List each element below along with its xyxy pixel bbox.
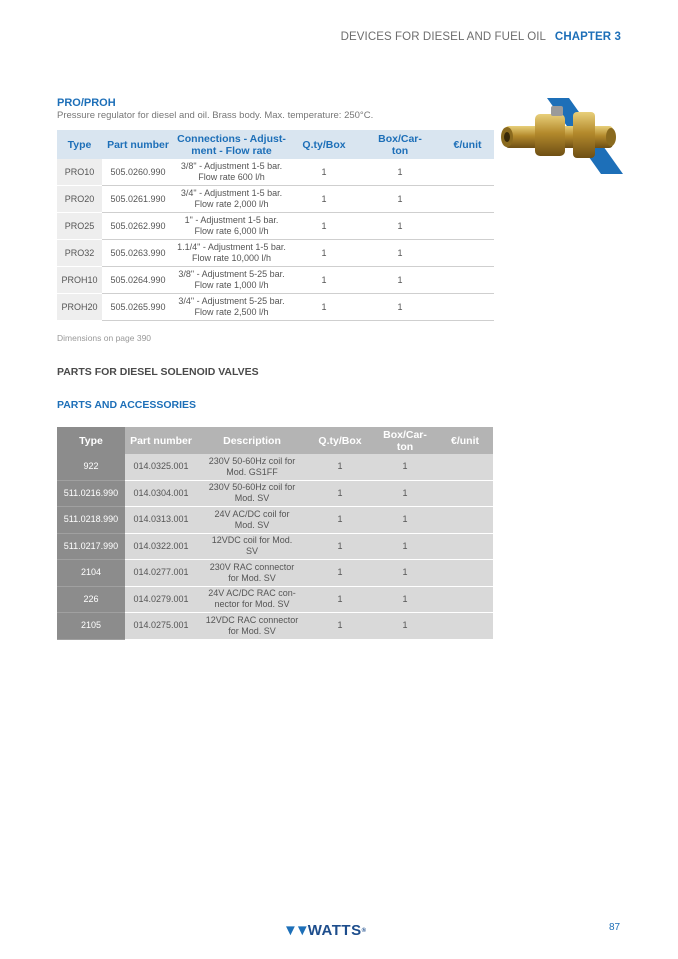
flow-rate-line: Flow rate 1,000 l/h bbox=[194, 280, 269, 290]
cell-box-carton: 1 bbox=[359, 159, 441, 186]
table-row bbox=[57, 294, 494, 321]
cell-euro-unit bbox=[437, 533, 493, 560]
cell-connections bbox=[174, 186, 289, 213]
table-row bbox=[57, 480, 493, 507]
table-header-row bbox=[57, 427, 493, 454]
cell-part-number: 014.0313.001 bbox=[125, 507, 197, 534]
cell-box-carton: 1 bbox=[373, 454, 437, 480]
cell-type: 922 bbox=[57, 454, 125, 480]
col-header-euro-unit: €/unit bbox=[441, 130, 494, 159]
cell-connections bbox=[174, 159, 289, 186]
cell-box-carton: 1 bbox=[359, 186, 441, 213]
cell-description bbox=[197, 586, 307, 613]
dimensions-note: Dimensions on page 390 bbox=[57, 333, 152, 343]
connections-line: 1.1/4" - Adjustment 1-5 bar. bbox=[177, 242, 286, 252]
table-row bbox=[57, 159, 494, 186]
cell-description bbox=[197, 454, 307, 480]
cell-type: 511.0217.990 bbox=[57, 533, 125, 560]
parts-accessories-table bbox=[57, 427, 493, 640]
description-line: 230V 50-60Hz coil for bbox=[208, 455, 296, 466]
cell-box-carton: 1 bbox=[373, 586, 437, 613]
cell-connections bbox=[174, 294, 289, 321]
product-subtitle: Pressure regulator for diesel and oil. Brass body. Max. temperature: 250°C. bbox=[57, 110, 374, 121]
pressure-regulator-image bbox=[495, 98, 623, 174]
col-header-qty-box: Q.ty/Box bbox=[289, 130, 359, 159]
connections-line: 3/4" - Adjustment 5-25 bar. bbox=[178, 296, 285, 306]
cell-description bbox=[197, 613, 307, 640]
cell-part-number: 505.0265.990 bbox=[102, 294, 174, 321]
flow-rate-line: Flow rate 2,000 l/h bbox=[194, 199, 269, 209]
watts-logo bbox=[283, 922, 367, 939]
cell-part-number: 014.0304.001 bbox=[125, 480, 197, 507]
cell-qty-box: 1 bbox=[307, 613, 373, 640]
table-row bbox=[57, 213, 494, 240]
cell-part-number: 014.0279.001 bbox=[125, 586, 197, 613]
cell-euro-unit bbox=[441, 159, 494, 186]
cell-part-number: 014.0325.001 bbox=[125, 454, 197, 480]
cell-type: PRO20 bbox=[57, 186, 102, 213]
cell-type: PRO10 bbox=[57, 159, 102, 186]
col-header-box-carton: Box/Car- ton bbox=[359, 130, 441, 159]
col-header-box-carton: Box/Car- ton bbox=[373, 427, 437, 454]
col-header-euro-unit: €/unit bbox=[437, 427, 493, 454]
cell-qty-box: 1 bbox=[289, 186, 359, 213]
connections-line: 3/4" - Adjustment 1-5 bar. bbox=[180, 188, 283, 198]
cell-part-number: 505.0260.990 bbox=[102, 159, 174, 186]
cell-type: PRO32 bbox=[57, 240, 102, 267]
table-row bbox=[57, 454, 493, 480]
cell-connections bbox=[174, 267, 289, 294]
cell-euro-unit bbox=[437, 613, 493, 640]
cell-type: 511.0216.990 bbox=[57, 480, 125, 507]
flow-rate-line: Flow rate 600 l/h bbox=[198, 172, 265, 182]
cell-box-carton: 1 bbox=[373, 480, 437, 507]
pro-proh-table bbox=[57, 130, 494, 321]
cell-euro-unit bbox=[441, 294, 494, 321]
cell-qty-box: 1 bbox=[307, 454, 373, 480]
description-line: Mod. SV bbox=[234, 519, 270, 530]
description-line: Mod. SV bbox=[234, 493, 270, 504]
description-line: 12VDC RAC connector bbox=[205, 614, 299, 625]
cell-qty-box: 1 bbox=[289, 267, 359, 294]
cell-type: PROH20 bbox=[57, 294, 102, 321]
col-header-connections: Connections - Adjust- ment - Flow rate bbox=[174, 130, 289, 159]
description-line: for Mod. SV bbox=[228, 625, 276, 636]
col-header-type: Type bbox=[57, 130, 102, 159]
cell-qty-box: 1 bbox=[289, 213, 359, 240]
cell-part-number: 014.0275.001 bbox=[125, 613, 197, 640]
cell-euro-unit bbox=[437, 480, 493, 507]
col-header-description: Description bbox=[197, 427, 307, 454]
col-header-part-number: Part number bbox=[102, 130, 174, 159]
cell-qty-box: 1 bbox=[307, 560, 373, 587]
cell-connections bbox=[174, 213, 289, 240]
cell-part-number: 505.0263.990 bbox=[102, 240, 174, 267]
registered-icon: ® bbox=[361, 927, 367, 934]
table-row bbox=[57, 586, 493, 613]
table-row bbox=[57, 560, 493, 587]
cell-part-number: 505.0262.990 bbox=[102, 213, 174, 240]
page-number: 87 bbox=[609, 922, 621, 933]
cell-type: PROH10 bbox=[57, 267, 102, 294]
cell-box-carton: 1 bbox=[359, 267, 441, 294]
cell-box-carton: 1 bbox=[359, 294, 441, 321]
description-line: Mod. GS1FF bbox=[226, 466, 278, 477]
connections-line: 1" - Adjustment 1-5 bar. bbox=[184, 215, 279, 225]
cell-box-carton: 1 bbox=[359, 240, 441, 267]
watts-w-icon: ▼▼ bbox=[283, 922, 307, 939]
cell-euro-unit bbox=[437, 454, 493, 480]
table-row bbox=[57, 240, 494, 267]
cell-box-carton: 1 bbox=[373, 533, 437, 560]
table-row bbox=[57, 186, 494, 213]
chapter-label: CHAPTER 3 bbox=[554, 31, 621, 43]
parts-heading: PARTS FOR DIESEL SOLENOID VALVES bbox=[57, 366, 259, 378]
cell-part-number: 505.0264.990 bbox=[102, 267, 174, 294]
cell-description bbox=[197, 480, 307, 507]
cell-euro-unit bbox=[437, 586, 493, 613]
cell-box-carton: 1 bbox=[373, 613, 437, 640]
cell-box-carton: 1 bbox=[373, 560, 437, 587]
cell-type: 2105 bbox=[57, 613, 125, 640]
cell-part-number: 014.0322.001 bbox=[125, 533, 197, 560]
table-row bbox=[57, 267, 494, 294]
flow-rate-line: Flow rate 2,500 l/h bbox=[194, 307, 269, 317]
table-row bbox=[57, 613, 493, 640]
cell-euro-unit bbox=[441, 186, 494, 213]
description-line: 230V RAC connector bbox=[209, 561, 295, 572]
cell-qty-box: 1 bbox=[307, 533, 373, 560]
cell-description bbox=[197, 507, 307, 534]
table-header-row bbox=[57, 130, 494, 159]
col-header-qty-box: Q.ty/Box bbox=[307, 427, 373, 454]
description-line: for Mod. SV bbox=[228, 572, 276, 583]
cell-qty-box: 1 bbox=[289, 240, 359, 267]
cell-qty-box: 1 bbox=[307, 480, 373, 507]
parts-subheading: PARTS AND ACCESSORIES bbox=[57, 399, 197, 411]
cell-type: PRO25 bbox=[57, 213, 102, 240]
description-line: 24V AC/DC coil for bbox=[214, 508, 290, 519]
description-line: 230V 50-60Hz coil for bbox=[208, 482, 296, 493]
connections-line: 3/8" - Adjustment 5-25 bar. bbox=[178, 269, 285, 279]
description-line: SV bbox=[245, 546, 258, 557]
table-row bbox=[57, 507, 493, 534]
description-line: nector for Mod. SV bbox=[214, 599, 290, 610]
flow-rate-line: Flow rate 6,000 l/h bbox=[194, 226, 269, 236]
cell-type: 511.0218.990 bbox=[57, 507, 125, 534]
page-header bbox=[341, 31, 621, 43]
cell-euro-unit bbox=[441, 267, 494, 294]
cell-qty-box: 1 bbox=[307, 507, 373, 534]
cell-description bbox=[197, 533, 307, 560]
section-title: DEVICES FOR DIESEL AND FUEL OIL bbox=[340, 31, 546, 43]
cell-euro-unit bbox=[441, 213, 494, 240]
cell-euro-unit bbox=[437, 507, 493, 534]
description-line: 12VDC coil for Mod. bbox=[211, 535, 293, 546]
cell-part-number: 505.0261.990 bbox=[102, 186, 174, 213]
col-header-part-number: Part number bbox=[125, 427, 197, 454]
cell-connections bbox=[174, 240, 289, 267]
cell-type: 226 bbox=[57, 586, 125, 613]
cell-qty-box: 1 bbox=[307, 586, 373, 613]
flow-rate-line: Flow rate 10,000 l/h bbox=[191, 253, 272, 263]
cell-euro-unit bbox=[441, 240, 494, 267]
description-line: 24V AC/DC RAC con- bbox=[208, 588, 296, 599]
cell-part-number: 014.0277.001 bbox=[125, 560, 197, 587]
cell-box-carton: 1 bbox=[359, 213, 441, 240]
cell-type: 2104 bbox=[57, 560, 125, 587]
product-title: PRO/PROH bbox=[57, 97, 116, 109]
cell-euro-unit bbox=[437, 560, 493, 587]
cell-box-carton: 1 bbox=[373, 507, 437, 534]
cell-qty-box: 1 bbox=[289, 159, 359, 186]
connections-line: 3/8" - Adjustment 1-5 bar. bbox=[180, 161, 283, 171]
cell-qty-box: 1 bbox=[289, 294, 359, 321]
logo-text: WATTS bbox=[307, 922, 362, 939]
col-header-type: Type bbox=[57, 427, 125, 454]
table-row bbox=[57, 533, 493, 560]
cell-description bbox=[197, 560, 307, 587]
